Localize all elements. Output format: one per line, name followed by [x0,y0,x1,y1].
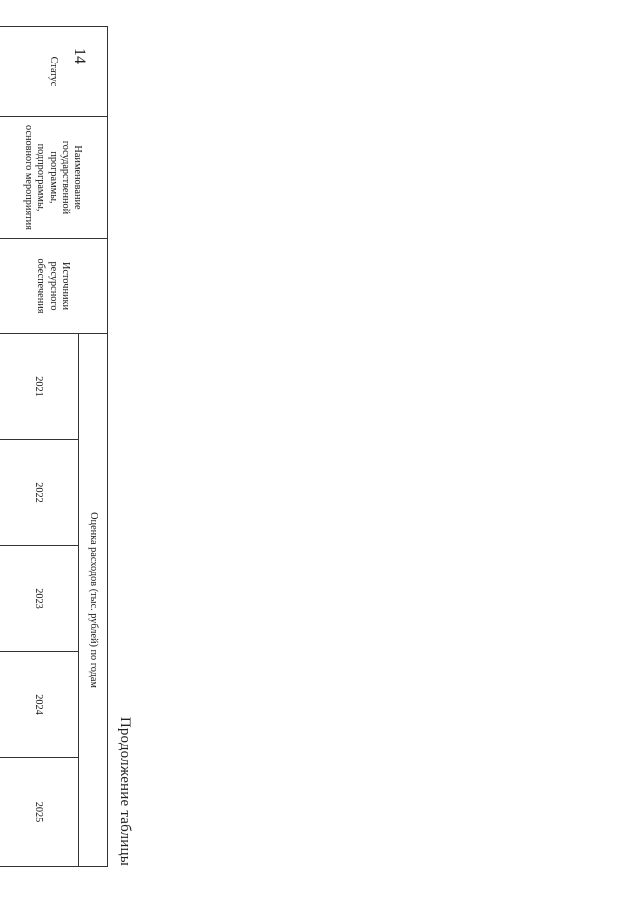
header-sources: Источники ресурсного обеспечения [0,239,108,334]
header-year: 2023 [0,546,79,652]
header-year: 2025 [0,758,79,867]
header-year: 2021 [0,334,79,440]
budget-table [0,26,108,867]
header-name: Наименование государственной программы, подпрограммы, основного мероприятия [0,117,108,239]
header-estimate: Оценка расходов (тыс. рублей) по годам [79,334,108,867]
header-row-top [79,27,108,867]
header-year: 2024 [0,652,79,758]
budget-table-wrapper [0,26,108,866]
page-number: 14 [71,48,88,64]
rotated-page-content [0,26,133,866]
table-caption: Продолжение таблицы [117,716,133,866]
header-status: Статус [0,27,108,117]
header-year: 2022 [0,440,79,546]
